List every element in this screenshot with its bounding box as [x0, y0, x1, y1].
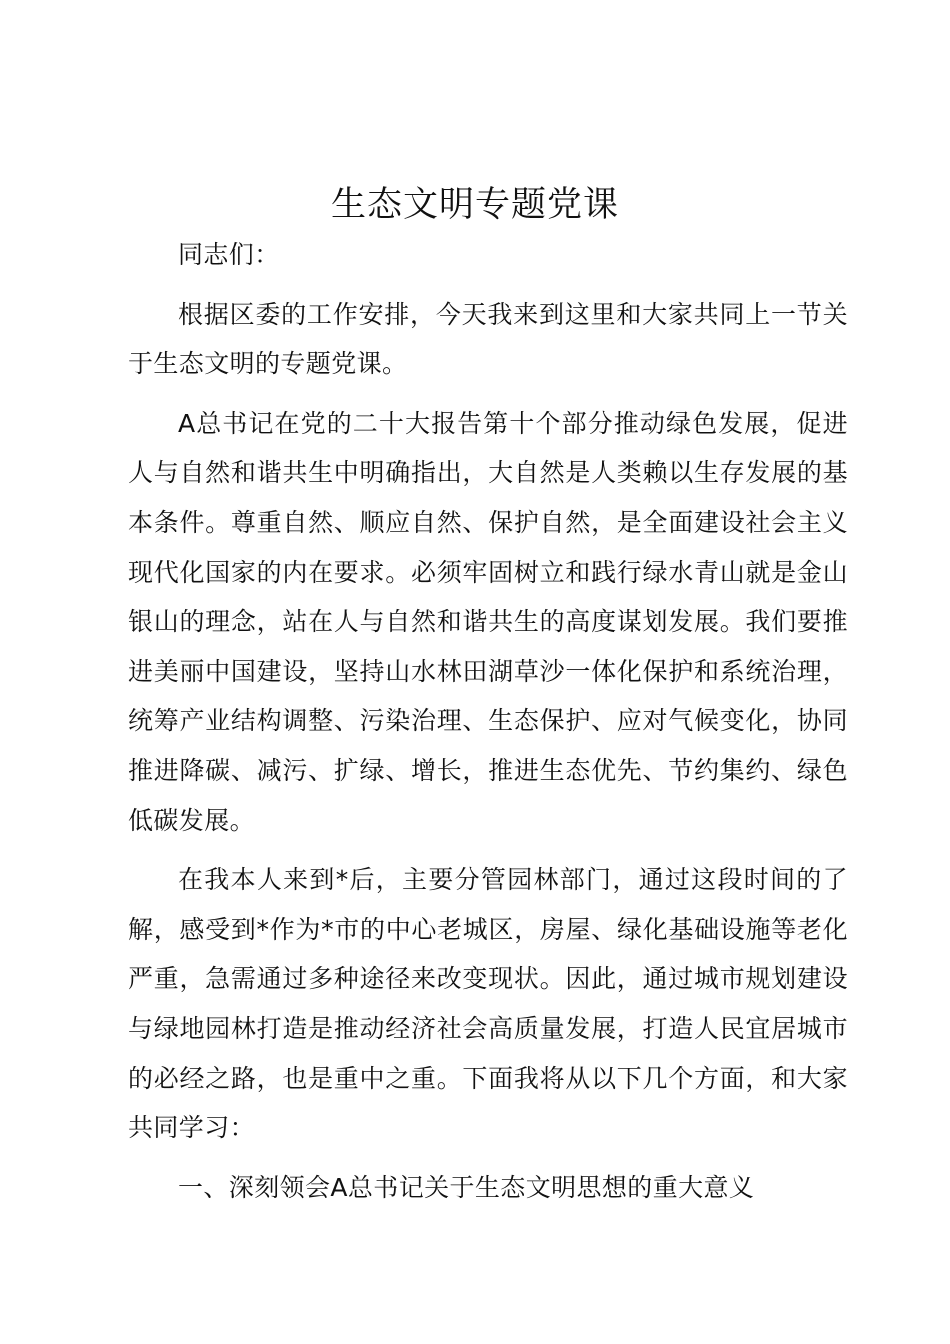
- document-title: 生态文明专题党课: [330, 185, 619, 225]
- section-heading-1: 一、深刻领会A总书记关于生态文明思想的重大意义: [178, 1172, 755, 1202]
- paragraph-intro: 根据区委的工作安排，今天我来到这里和大家共同上一节关于生态文明的专题党课。: [128, 299, 848, 379]
- document-body: [128, 230, 848, 1212]
- salutation: 同志们：: [178, 240, 280, 269]
- paragraph-district: 在我本人来到*后，主要分管园林部门，通过这段时间的了解，感受到*作为*市的中心老城区，房屋、绿化基础设施等老化严重，急需通过多种途径来改变现状。因此，通过城市规划建设与绿地园林打造是推动经济社会高质量发展，打造人民宜居城市的必经之路，也是重中之重。下面我将从以下几个方面，和大家共同学习：: [128, 865, 848, 1143]
- paragraph-report: A总书记在党的二十大报告第十个部分推动绿色发展，促进人与自然和谐共生中明确指出，大自然是人类赖以生存发展的基本条件。尊重自然、顺应自然、保护自然，是全面建设社会主义现代化国家的内在要求。必须牢固树立和践行绿水青山就是金山银山的理念，站在人与自然和谐共生的高度谋划发展。我们要推进美丽中国建设，坚持山水林田湖草沙一体化保护和系统治理，统筹产业结构调整、污染治理、生态保护、应对气候变化，协同推进降碳、减污、扩绿、增长，推进生态优先、节约集约、绿色低碳发展。: [128, 408, 848, 835]
